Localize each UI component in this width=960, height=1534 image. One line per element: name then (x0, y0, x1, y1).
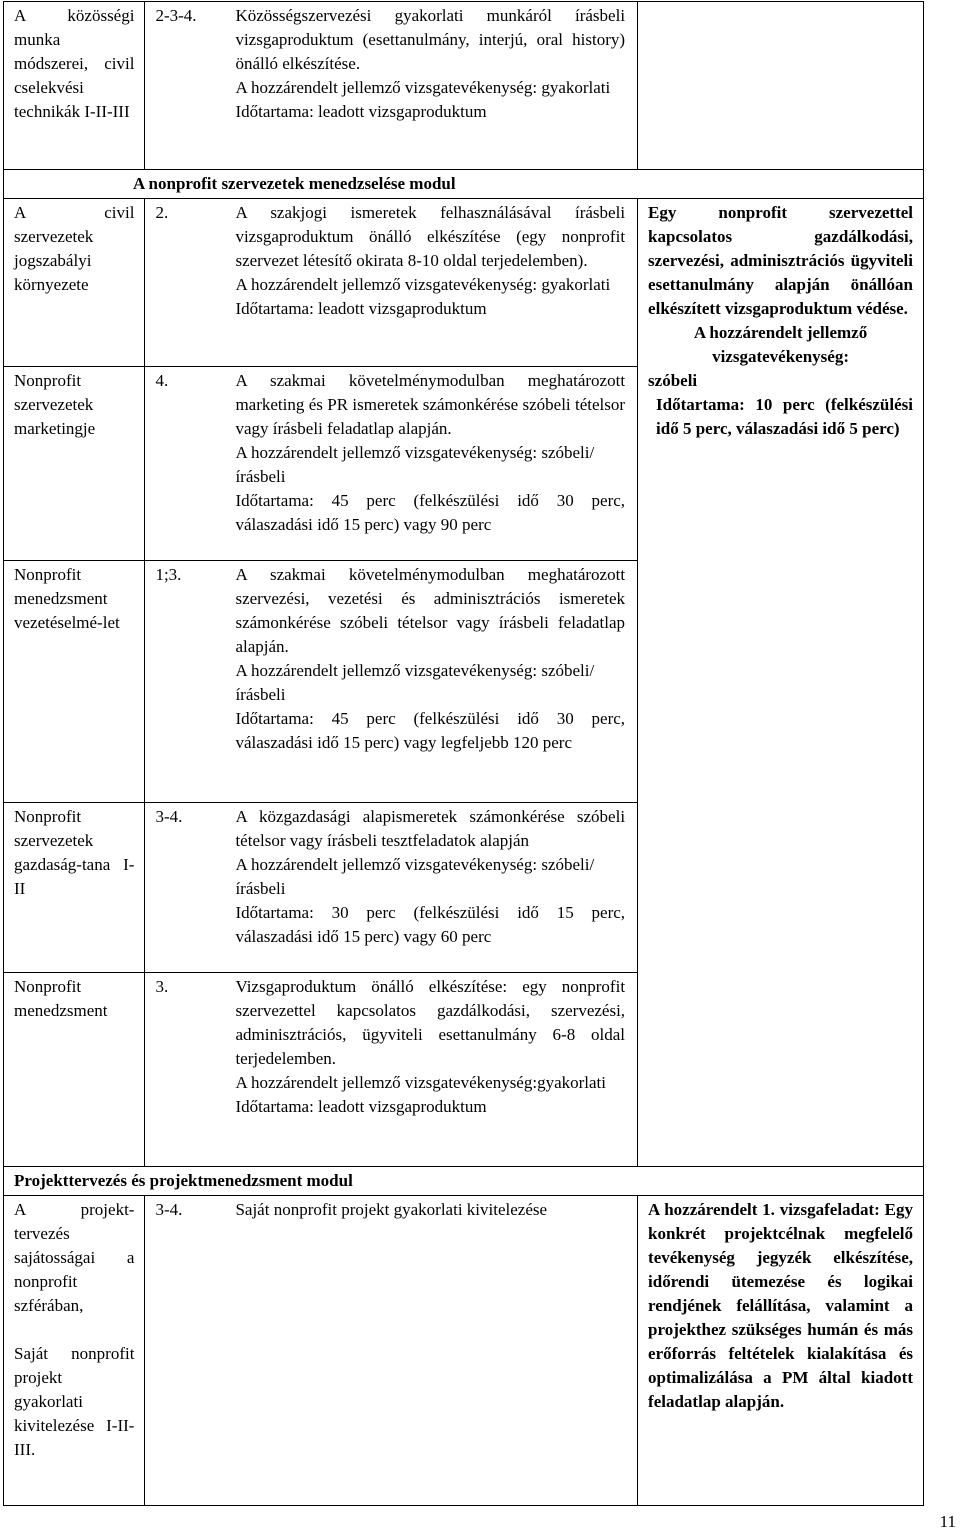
task-cell (145, 803, 638, 973)
subject-cell (4, 803, 145, 973)
task-description: Közösségszervezési gyakorlati munkáról írásbeli vizsgaproduktum (esettanulmány, interjú, oral history) önálló elkészítése. (235, 6, 626, 73)
subject-label: A közösségi munka módszerei, civil cselekvési technikák I-II-III (14, 6, 135, 121)
task-activity: A hozzárendelt jellemző vizsgatevékenység:gyakorlati (235, 1073, 606, 1092)
table-row (4, 2, 924, 170)
task-duration: Időtartama: leadott vizsgaproduktum (235, 102, 487, 121)
task-cell (145, 2, 638, 170)
task-item (155, 805, 625, 949)
task-number: 3-4. (155, 807, 183, 826)
exam-activity-label: A hozzárendelt jellemző vizsgatevékenység: (693, 323, 868, 366)
task-activity: A hozzárendelt jellemző vizsgatevékenység: gyakorlati (235, 78, 611, 97)
subject-cell (4, 2, 145, 170)
task-activity: A hozzárendelt jellemző vizsgatevékenység: gyakorlati (235, 275, 611, 294)
task-item (155, 563, 625, 755)
task-cell (145, 199, 638, 367)
task-number: 2. (155, 203, 169, 222)
task-activity: A hozzárendelt jellemző vizsgatevékenység: szóbeli/írásbeli (235, 443, 595, 486)
table-row (4, 199, 924, 367)
task-activity: A hozzárendelt jellemző vizsgatevékenység: szóbeli/ írásbeli (235, 855, 595, 898)
subject-label: Nonprofit szervezetek marketingje (14, 371, 96, 438)
subject-cell (4, 973, 145, 1167)
task-number: 3-4. (155, 1200, 183, 1219)
exam-task: A hozzárendelt 1. vizsgafeladat: Egy konkrét projektcélnak megfelelő tevékenység jegyzék elkészítése, időrendi ütemezése és logikai rendjének felállítása, valamint a projekthez szükséges humán és más erőforrás feltételek kialakítása és optimalizálása a PM által kiadott feladatlap alapján. (648, 1200, 913, 1411)
subject-label: A projekt-tervezés sajátosságai a nonprofit szférában, (14, 1200, 135, 1315)
task-duration: Időtartama: 45 perc (felkészülési idő 30 perc, válaszadási idő 15 perc) vagy 90 perc (235, 491, 626, 534)
exam-cell (638, 2, 924, 170)
table-row (4, 1167, 924, 1196)
page-number: 11 (939, 1512, 956, 1531)
task-item (155, 975, 625, 1119)
task-item (155, 1198, 625, 1222)
task-number: 1;3. (155, 565, 182, 584)
module-heading: A nonprofit szervezetek menedzselése modul (132, 174, 456, 193)
subject-label: A civil szervezetek jogszabályi környezete (14, 203, 135, 294)
task-duration: Időtartama: 45 perc (felkészülési idő 30 perc, válaszadási idő 15 perc) vagy legfeljebb 120 perc (235, 709, 626, 752)
subject-label: Nonprofit szervezetek gazdaság-tana I-II (14, 807, 135, 898)
subject-label: Nonprofit menedzsment (14, 977, 108, 1020)
task-cell (145, 973, 638, 1167)
subject-cell (4, 367, 145, 561)
task-number: 3. (155, 977, 169, 996)
table-row (4, 1196, 924, 1506)
task-description: A szakmai követelménymodulban meghatározott szervezési, vezetési és adminisztrációs ismeretek számonkérése szóbeli tételsor vagy írásbeli feladatlap alapján. (235, 565, 626, 656)
table-row (4, 170, 924, 199)
exam-cell (638, 199, 924, 1167)
subject-cell (4, 561, 145, 803)
subject-label: Saját nonprofit projekt gyakorlati kivitelezése I-II-III. (14, 1344, 135, 1459)
exam-cell (638, 1196, 924, 1506)
task-description: Vizsgaproduktum önálló elkészítése: egy nonprofit szervezettel kapcsolatos gazdálkodási, szervezési, adminisztrációs, ügyviteli esettanulmány 6-8 oldal terjedelemben. (235, 977, 626, 1068)
task-description: A közgazdasági alapismeretek számonkérése szóbeli tételsor vagy írásbeli tesztfeladatok alapján (235, 807, 626, 850)
task-item (155, 369, 625, 537)
task-duration: Időtartama: leadott vizsgaproduktum (235, 1097, 487, 1116)
task-description: A szakjogi ismeretek felhasználásával írásbeli vizsgaproduktum önálló elkészítése (egy nonprofit szervezet létesítő okirata 8-10 oldal terjedelemben). (235, 203, 626, 270)
subject-cell (4, 199, 145, 367)
task-number: 2-3-4. (155, 6, 197, 25)
task-duration: Időtartama: 30 perc (felkészülési idő 15 perc, válaszadási idő 15 perc) vagy 60 perc (235, 903, 626, 946)
task-item (155, 4, 625, 124)
module-heading: Projekttervezés és projektmenedzsment modul (14, 1171, 353, 1190)
task-cell (145, 1196, 638, 1506)
task-cell (145, 561, 638, 803)
task-description: Saját nonprofit projekt gyakorlati kivitelezése (235, 1200, 548, 1219)
subject-cell (4, 1196, 145, 1506)
task-activity: A hozzárendelt jellemző vizsgatevékenység: szóbeli/írásbeli (235, 661, 595, 704)
subject-label: Nonprofit menedzsment vezetéselmé-let (14, 565, 120, 632)
task-cell (145, 367, 638, 561)
exam-task: Egy nonprofit szervezettel kapcsolatos gazdálkodási, szervezési, adminisztrációs ügyviteli esettanulmány alapján önállóan elkészített vizsgaproduktum védése. (648, 203, 913, 318)
exam-duration: Időtartama: 10 perc (felkészülési idő 5 perc, válaszadási idő 5 perc) (656, 395, 913, 438)
exam-structure-table (3, 1, 924, 1506)
task-number: 4. (155, 371, 169, 390)
task-duration: Időtartama: leadott vizsgaproduktum (235, 299, 487, 318)
task-item (155, 201, 625, 321)
task-description: A szakmai követelménymodulban meghatározott marketing és PR ismeretek számonkérése szóbeli tételsor vagy írásbeli feladatlap alapján. (235, 371, 626, 438)
exam-activity-value: szóbeli (648, 371, 698, 390)
